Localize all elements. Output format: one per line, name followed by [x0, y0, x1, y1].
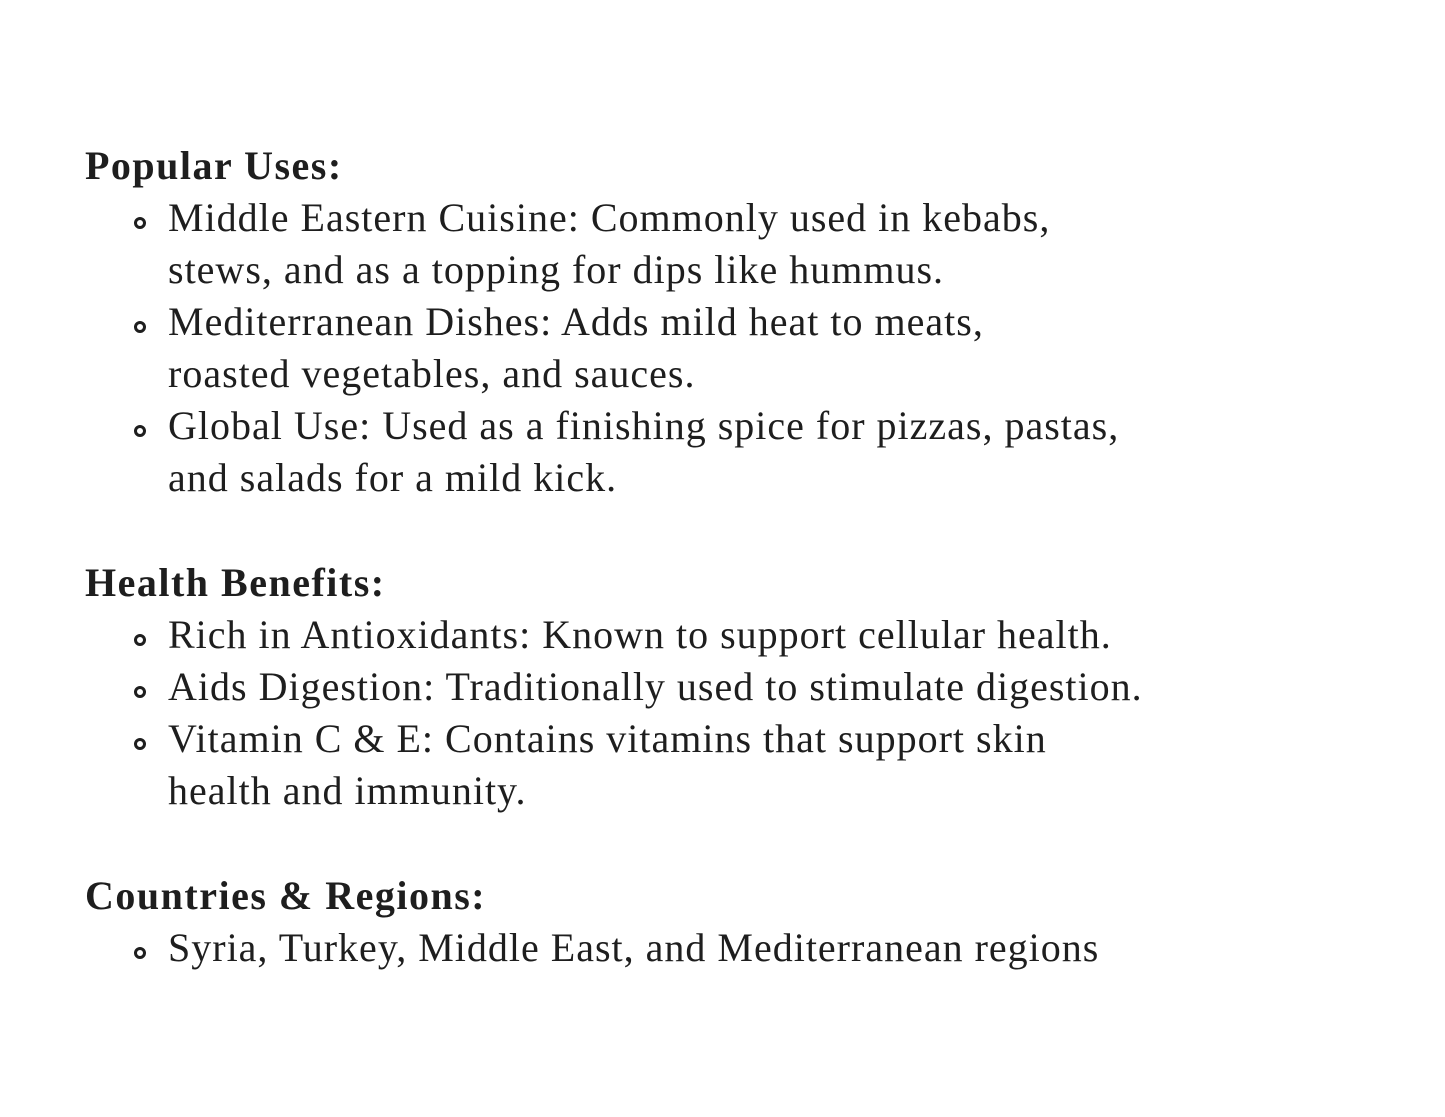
circle-bullet-icon [134, 634, 146, 646]
bullet-text [168, 609, 1385, 661]
circle-bullet-icon [134, 947, 146, 959]
bullet-item [85, 296, 1385, 400]
bullet-line: roasted vegetables, and sauces. [168, 351, 696, 396]
section-heading: Health Benefits: [85, 560, 386, 605]
bullet-text [168, 296, 1385, 400]
bullet-item [85, 661, 1385, 713]
bullet-text [168, 661, 1385, 713]
bullet-text [168, 400, 1385, 504]
bullet-item [85, 609, 1385, 661]
bullet-line: Syria, Turkey, Middle East, and Mediterranean regions [168, 925, 1100, 970]
circle-bullet-icon [134, 738, 146, 750]
bullet-list [85, 609, 1385, 817]
bullet-item [85, 713, 1385, 817]
section [85, 557, 1385, 817]
bullet-line: and salads for a mild kick. [168, 455, 618, 500]
circle-bullet-icon [134, 321, 146, 333]
section-heading: Popular Uses: [85, 143, 343, 188]
bullet-item [85, 192, 1385, 296]
bullet-item [85, 400, 1385, 504]
circle-bullet-icon [134, 686, 146, 698]
bullet-line: Global Use: Used as a finishing spice for pizzas, pastas, [168, 403, 1120, 448]
bullet-line: stews, and as a topping for dips like hummus. [168, 247, 945, 292]
bullet-line: health and immunity. [168, 768, 527, 813]
bullet-item [85, 922, 1385, 974]
bullet-text [168, 713, 1385, 817]
document-content [85, 140, 1385, 974]
bullet-line: Middle Eastern Cuisine: Commonly used in kebabs, [168, 195, 1051, 240]
section-heading: Countries & Regions: [85, 873, 487, 918]
circle-bullet-icon [134, 425, 146, 437]
bullet-line: Rich in Antioxidants: Known to support cellular health. [168, 612, 1112, 657]
bullet-text [168, 192, 1385, 296]
section [85, 870, 1385, 974]
bullet-line: Mediterranean Dishes: Adds mild heat to meats, [168, 299, 984, 344]
bullet-text [168, 922, 1385, 974]
bullet-list [85, 192, 1385, 504]
bullet-list [85, 922, 1385, 974]
section [85, 140, 1385, 504]
bullet-line: Aids Digestion: Traditionally used to stimulate digestion. [168, 664, 1143, 709]
circle-bullet-icon [134, 217, 146, 229]
bullet-line: Vitamin C & E: Contains vitamins that support skin [168, 716, 1047, 761]
